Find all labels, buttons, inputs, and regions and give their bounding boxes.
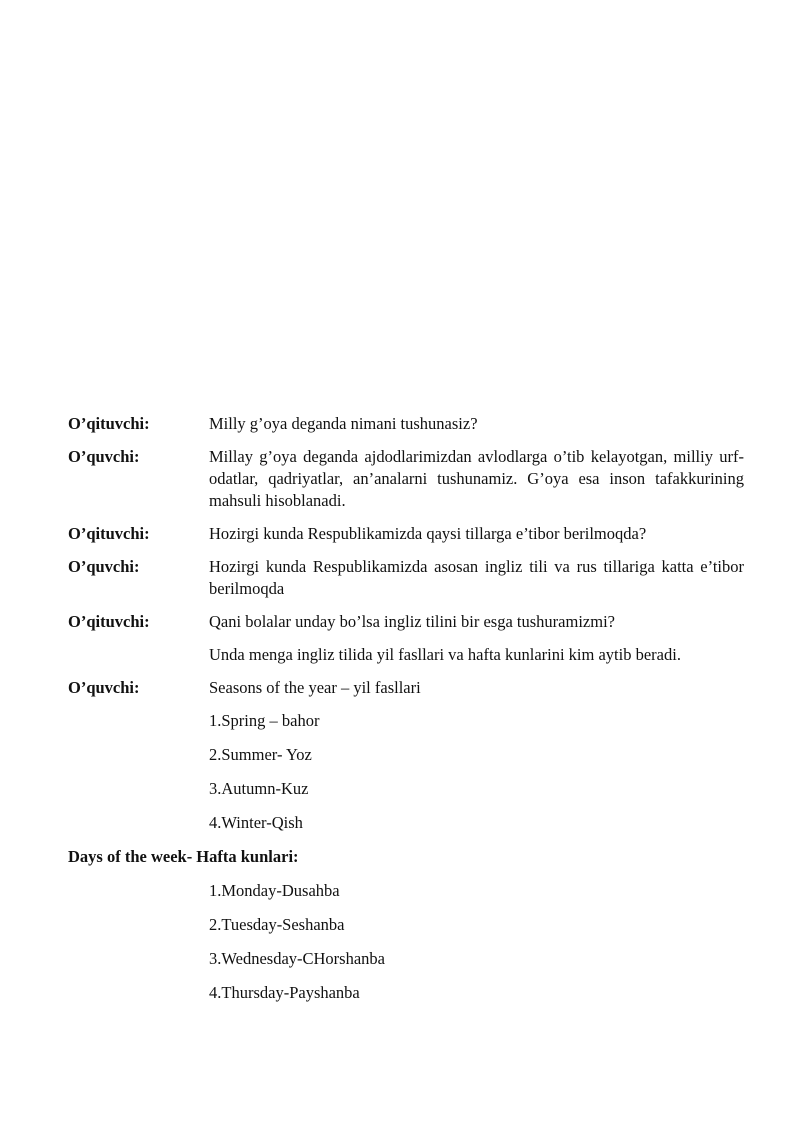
speaker-label: O’qituvchi:	[68, 524, 150, 543]
speaker-label: O’qituvchi:	[68, 612, 150, 631]
day-item	[68, 948, 744, 970]
dialogue-text: Hozirgi kunda Respublikamizda asosan ingliz tili va rus tillariga katta e’tibor berilmoqda	[209, 557, 744, 598]
speaker-label: O’qituvchi:	[68, 414, 150, 433]
speaker-label: O’quvchi:	[68, 678, 140, 697]
day-text: 4.Thursday-Payshanba	[209, 983, 360, 1002]
day-item	[68, 982, 744, 1004]
days-heading: Days of the week- Hafta kunlari:	[68, 847, 299, 866]
dialogue-line	[68, 677, 744, 699]
season-text: 1.Spring – bahor	[209, 711, 320, 730]
season-item	[68, 710, 744, 732]
dialogue-line	[68, 413, 744, 435]
dialogue-text: Hozirgi kunda Respublikamizda qaysi tillarga e’tibor berilmoqda?	[209, 524, 647, 543]
season-text: 2.Summer- Yoz	[209, 745, 312, 764]
season-text: 4.Winter-Qish	[209, 813, 303, 832]
dialogue-line	[68, 611, 744, 633]
season-item	[68, 812, 744, 834]
speaker-label: O’quvchi:	[68, 557, 140, 576]
day-text: 1.Monday-Dusahba	[209, 881, 340, 900]
document-body	[68, 413, 744, 1016]
dialogue-line	[68, 523, 744, 545]
dialogue-line	[68, 446, 744, 512]
day-item	[68, 880, 744, 902]
season-item	[68, 778, 744, 800]
day-text: 3.Wednesday-CHorshanba	[209, 949, 385, 968]
day-item	[68, 914, 744, 936]
dialogue-line	[68, 556, 744, 600]
dialogue-line	[68, 644, 744, 666]
season-item	[68, 744, 744, 766]
dialogue-text: Qani bolalar unday bo’lsa ingliz tilini bir esga tushuramizmi?	[209, 612, 615, 631]
season-text: 3.Autumn-Kuz	[209, 779, 309, 798]
dialogue-text: Milly g’oya deganda nimani tushunasiz?	[209, 414, 478, 433]
dialogue-text: Seasons of the year – yil fasllari	[209, 678, 421, 697]
speaker-label: O’quvchi:	[68, 447, 140, 466]
dialogue-text: Unda menga ingliz tilida yil fasllari va hafta kunlarini kim aytib beradi.	[209, 645, 681, 664]
dialogue-text: Millay g’oya deganda ajdodlarimizdan avlodlarga o’tib kelayotgan, milliy urf-odatlar, qadriyatlar, an’analarni tushunamiz. G’oya esa inson tafakkurining mahsuli hisoblanadi.	[209, 447, 744, 510]
day-text: 2.Tuesday-Seshanba	[209, 915, 345, 934]
